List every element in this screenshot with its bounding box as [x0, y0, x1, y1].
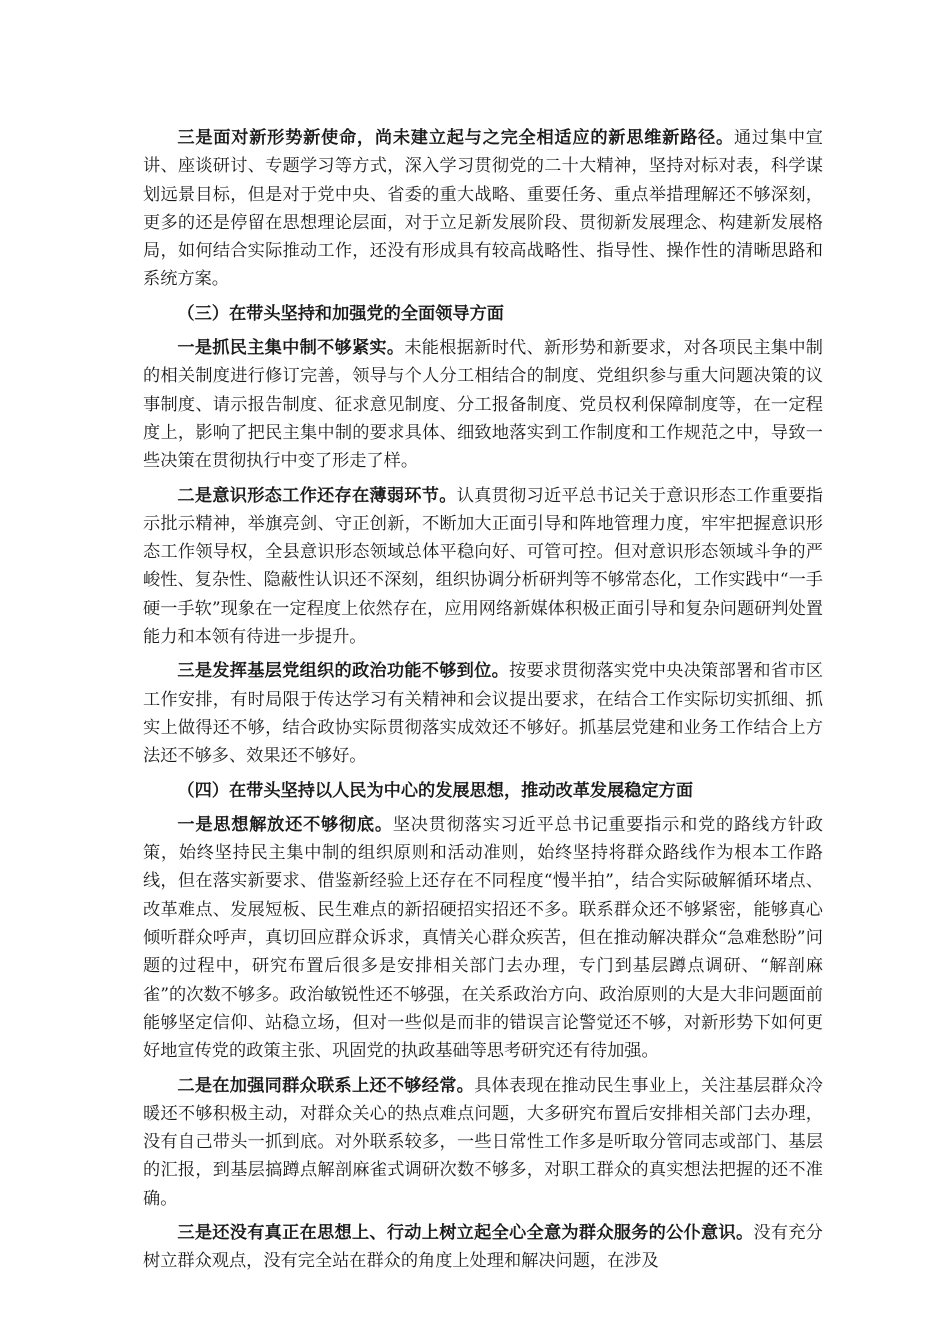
paragraph-body: 通过集中宣讲、座谈研讨、专题学习等方式，深入学习贯彻党的二十大精神，坚持对标对表，科学谋划远景目标，但是对于党中央、省委的重大战略、重要任务、重点举措理解还不够深刻，更多的还是停留在思想理论层面，对于立足新发展阶段、贯彻新发展理念、构建新发展格局，如何结合实际推动工作，还没有形成具有较高战略性、指导性、操作性的清晰思路和系统方案。	[143, 128, 823, 290]
paragraph-6	[143, 1072, 823, 1213]
paragraph-3	[143, 482, 823, 652]
paragraph-body: 未能根据新时代、新形势和新要求，对各项民主集中制的相关制度进行修订完善，领导与个人分工相结合的制度、党组织参与重大问题决策的议事制度、请示报告制度、征求意见制度、分工报备制度、党员权利保障制度等，在一定程度上，影响了把民主集中制的要求具体、细致地落实到工作制度和工作规范之中，导致一些决策在贯彻执行中变了形走了样。	[143, 338, 823, 472]
section-heading-3: （三）在带头坚持和加强党的全面领导方面	[177, 303, 504, 324]
paragraph-lead: 一是抓民主集中制不够紧实。	[177, 338, 405, 359]
paragraph-body: 没有充分树立群众观点，没有完全站在群众的角度上处理和解决问题，在涉及	[143, 1222, 823, 1272]
paragraph-7	[143, 1219, 823, 1276]
paragraph-1	[143, 124, 823, 294]
paragraph-lead: 二是在加强同群众联系上还不够经常。	[177, 1075, 475, 1096]
paragraph-lead: 三是还没有真正在思想上、行动上树立起全心全意为群众服务的公仆意识。	[177, 1222, 754, 1243]
paragraph-body: 具体表现在推动民生事业上，关注基层群众冷暖还不够积极主动，对群众关心的热点难点问题，大多研究布置后安排相关部门去办理，没有自己带头一抓到底。对外联系较多，一些日常性工作多是听取分管同志或部门、基层的汇报，到基层搞蹲点解剖麻雀式调研次数不够多，对职工群众的真实想法把握的还不准确。	[143, 1075, 823, 1209]
paragraph-body: 按要求贯彻落实党中央决策部署和省市区工作安排，有时局限于传达学习有关精神和会议提出要求，在结合工作实际切实抓细、抓实上做得还不够，结合政协实际贯彻落实成效还不够好。抓基层党建和业务工作结合上方法还不够多、效果还不够好。	[143, 661, 823, 767]
paragraph-5	[143, 811, 823, 1066]
section-heading-4: （四）在带头坚持以人民为中心的发展思想，推动改革发展稳定方面	[177, 780, 694, 801]
paragraph-lead: 三是面对新形势新使命，尚未建立起与之完全相适应的新思维新路径。	[177, 128, 734, 148]
paragraph-lead: 二是意识形态工作还存在薄弱环节。	[177, 485, 457, 506]
document-page	[143, 124, 823, 1282]
paragraph-lead: 一是思想解放还不够彻底。	[177, 814, 393, 835]
paragraph-body: 坚决贯彻落实习近平总书记重要指示和党的路线方针政策，始终坚持民主集中制的组织原则和活动准则，始终坚持将群众路线作为根本工作路线，但在落实新要求、借鉴新经验上还存在不同程度“慢半拍”，结合实际破解循环堵点、改革难点、发展短板、民生难点的新招硬招实招还不多。联系群众还不够紧密，能够真心倾听群众呼声，真切回应群众诉求，真情关心群众疾苦，但在推动解决群众“急难愁盼”问题的过程中，研究布置后很多是安排相关部门去办理，专门到基层蹲点调研、“解剖麻雀”的次数不够多。政治敏锐性还不够强，在关系政治方向、政治原则的大是大非问题面前能够坚定信仰、站稳立场，但对一些似是而非的错误言论警觉还不够，对新形势下如何更好地宣传党的政策主张、巩固党的执政基础等思考研究还有待加强。	[143, 814, 823, 1062]
paragraph-2	[143, 334, 823, 475]
paragraph-lead: 三是发挥基层党组织的政治功能不够到位。	[177, 661, 510, 682]
paragraph-4	[143, 657, 823, 770]
paragraph-body: 认真贯彻习近平总书记关于意识形态工作重要指示批示精神，举旗亮剑、守正创新，不断加大正面引导和阵地管理力度，牢牢把握意识形态工作领导权，全县意识形态领域总体平稳向好、可管可控。但对意识形态领域斗争的严峻性、复杂性、隐蔽性认识还不深刻，组织协调分析研判等不够常态化，工作实践中“一手硬一手软”现象在一定程度上依然存在，应用网络新媒体积极正面引导和复杂问题研判处置能力和本领有待进一步提升。	[143, 485, 823, 648]
